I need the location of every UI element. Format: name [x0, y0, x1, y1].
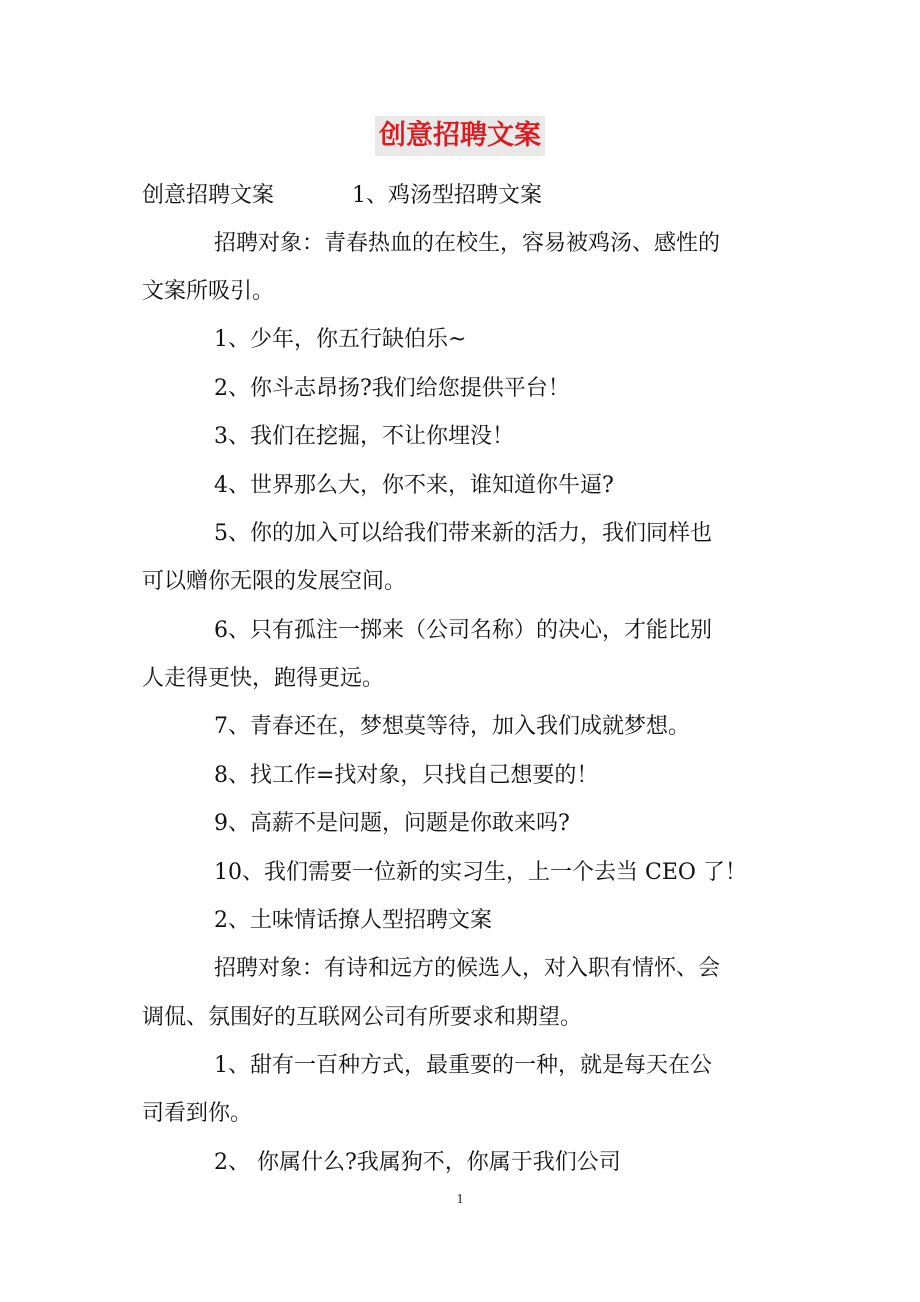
paragraph-target-2-line1: 招聘对象：有诗和远方的候选人，对入职有情怀、会: [214, 956, 721, 981]
page-number: 1: [456, 1192, 464, 1207]
heading-line: [142, 172, 542, 220]
list-item-3: 3、我们在挖掘，不让你埋没！: [214, 424, 514, 449]
paragraph-target-2-line2: 调侃、氛围好的互联网公司有所要求和期望。: [142, 1005, 583, 1030]
list-item-2: 2、你斗志昂扬?我们给您提供平台！: [214, 376, 570, 401]
list-item-4: 4、世界那么大，你不来，谁知道你牛逼?: [214, 473, 614, 498]
document-title: 创意招聘文案: [375, 116, 545, 156]
list-item-8: 8、找工作=找对象，只找自己想要的！: [214, 763, 599, 788]
section-2-item-1-line2: 司看到你。: [142, 1101, 253, 1126]
list-item-7: 7、青春还在，梦想莫等待，加入我们成就梦想。: [214, 714, 690, 739]
section-2-item-1-line1: 1、甜有一百种方式，最重要的一种，就是每天在公: [214, 1053, 712, 1078]
list-item-10: 10、我们需要一位新的实习生，上一个去当 CEO 了！: [214, 860, 747, 885]
list-item-6-line2: 人走得更快，跑得更远。: [142, 666, 385, 691]
heading-left: 创意招聘文案: [142, 183, 275, 208]
section-2-heading: 2、土味情话撩人型招聘文案: [214, 908, 492, 933]
title-wrapper: [0, 116, 920, 156]
paragraph-target-1-line2: 文案所吸引。: [142, 279, 275, 304]
list-item-5-line2: 可以赠你无限的发展空间。: [142, 569, 407, 594]
list-item-9: 9、高薪不是问题，问题是你敢来吗?: [214, 811, 570, 836]
list-item-5-line1: 5、你的加入可以给我们带来新的活力，我们同样也: [214, 521, 712, 546]
heading-right: 1、鸡汤型招聘文案: [352, 183, 543, 208]
section-2-item-2: 2、 你属什么?我属狗不，你属于我们公司: [214, 1150, 621, 1175]
list-item-6-line1: 6、只有孤注一掷来（公司名称）的决心，才能比别: [214, 618, 712, 643]
list-item-1: 1、少年，你五行缺伯乐~: [214, 327, 467, 352]
paragraph-target-1-line1: 招聘对象：青春热血的在校生，容易被鸡汤、感性的: [214, 231, 721, 256]
